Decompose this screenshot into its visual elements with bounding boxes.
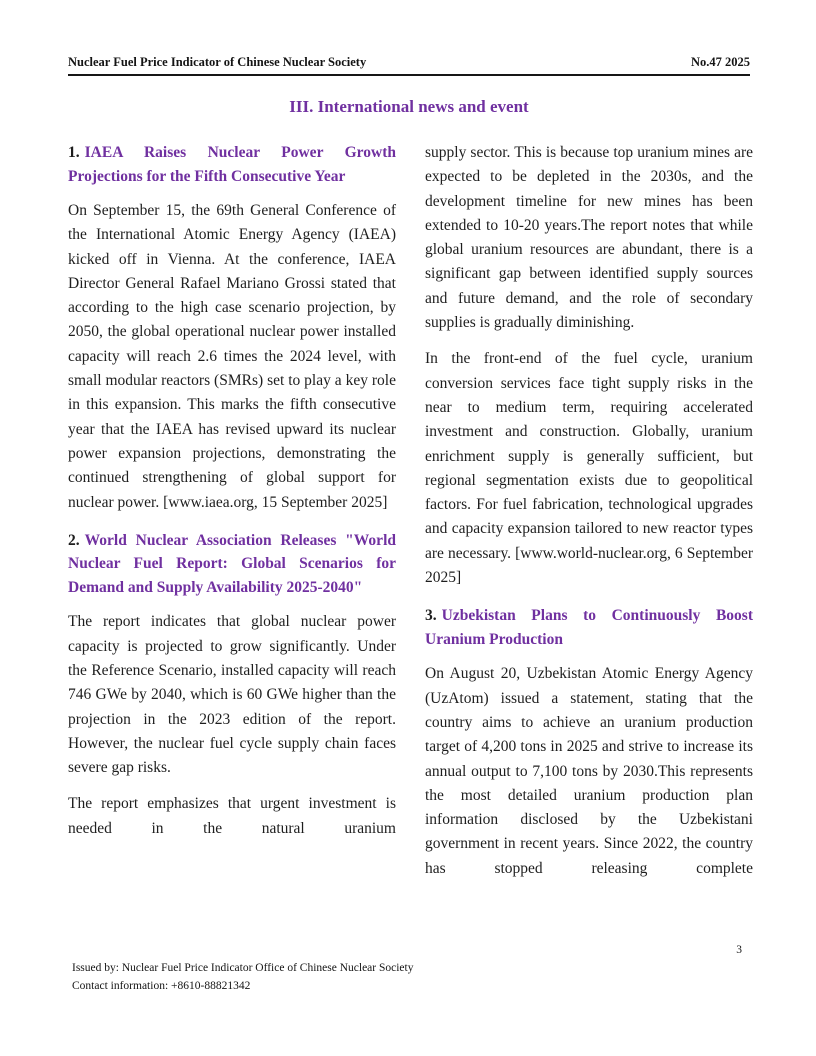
footer-issued-by: Issued by: Nuclear Fuel Price Indicator Office of Chinese Nuclear Society [72, 962, 414, 974]
left-column [68, 141, 396, 881]
header-rule [68, 74, 750, 76]
article-2-paragraph-2-continued: supply sector. This is because top uranium mines are expected to be depleted in the 2030s, and the development timeline for new mines has been extended to 10-20 years.The report notes that while global uranium resources are abundant, there is a significant gap between identified supply sources and future demand, and the role of secondary supplies is gradually diminishing. [425, 144, 753, 332]
right-column [425, 141, 753, 881]
article-3-heading [425, 604, 753, 651]
page-header [68, 55, 750, 70]
article-2-number: 2. [68, 531, 80, 549]
article-3-paragraph-start: On August 20, Uzbekistan Atomic Energy Agency (UzAtom) issued a statement, stating that the country aims to achieve an uranium production target of 4,200 tons in 2025 and strive to increase its annual output to 7,100 tons by 2030.This represents the most detailed uranium production plan information disclosed by the Uzbekistani government in recent years. Since 2022, the country has stopped releasing complete [425, 665, 753, 877]
footer-contact: Contact information: +8610-88821342 [72, 980, 251, 992]
page-number: 3 [736, 944, 742, 956]
article-2-heading-text: World Nuclear Association Releases "World Nuclear Fuel Report: Global Scenarios for Demand and Supply Availability 2025-2040" [68, 531, 396, 596]
article-2-paragraph-3: In the front-end of the fuel cycle, uranium conversion services face tight supply risks in the near to medium term, requiring accelerated investment and construction. Globally, uranium enrichment supply is generally sufficient, but regional segmentation exists due to geopolitical factors. For fuel fabrication, technological upgrades and capacity expansion tailored to new reactor types are necessary. [www.world-nuclear.org, 6 September 2025] [425, 350, 753, 587]
article-1-heading-text: IAEA Raises Nuclear Power Growth Projections for the Fifth Consecutive Year [68, 144, 396, 185]
article-2-paragraph-2-start: The report emphasizes that urgent investment is needed in the natural uranium [68, 795, 396, 837]
article-1-paragraph: On September 15, the 69th General Conference of the International Atomic Energy Agency (IAEA) kicked off in Vienna. At the conference, IAEA Director General Rafael Mariano Grossi stated that according to the high case scenario projection, by 2050, the global operational nuclear power installed capacity will reach 2.6 times the 2024 level, with small modular reactors (SMRs) set to play a key role in this expansion. This marks the fifth consecutive year that the IAEA has revised upward its nuclear power expansion projections, demonstrating the continued strengthening of global support for nuclear power. [www.iaea.org, 15 September 2025] [68, 202, 396, 511]
page-footer [72, 959, 750, 995]
article-3-number: 3. [425, 607, 437, 625]
header-issue-number: No.47 2025 [690, 55, 750, 69]
two-column-body [68, 141, 753, 881]
section-title: III. International news and event [289, 97, 529, 116]
article-2-heading [68, 529, 396, 600]
article-1-heading [68, 141, 396, 188]
article-3-heading-text: Uzbekistan Plans to Continuously Boost Uranium Production [425, 607, 753, 648]
article-2-paragraph-1: The report indicates that global nuclear power capacity is projected to grow significantly. Under the Reference Scenario, installed capacity will reach 746 GWe by 2040, which is 60 GWe higher than the projection in the 2023 edition of the report. However, the nuclear fuel cycle supply chain faces severe gap risks. [68, 613, 396, 777]
header-publication-title: Nuclear Fuel Price Indicator of Chinese Nuclear Society [68, 55, 367, 69]
article-1-number: 1. [68, 144, 80, 161]
